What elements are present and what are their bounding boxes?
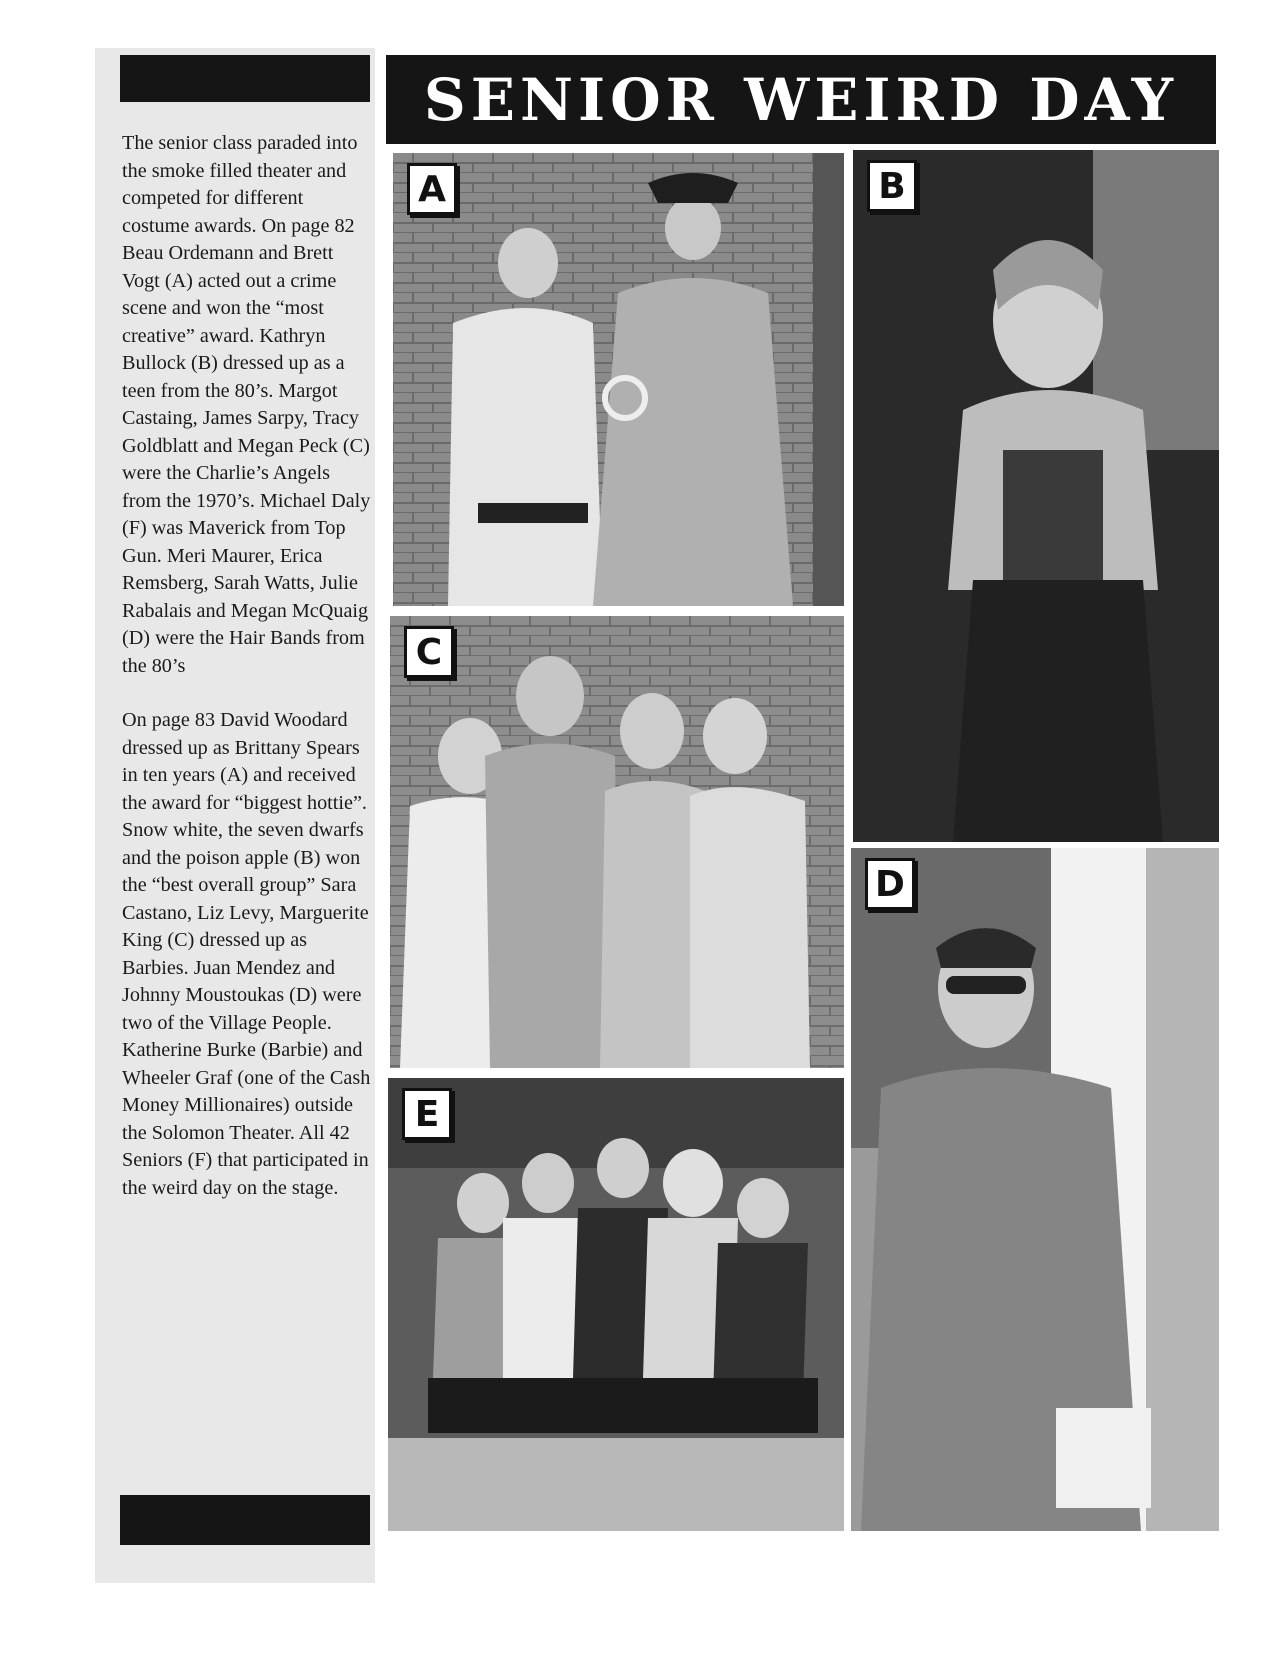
- photo-label-b: B: [867, 160, 917, 212]
- photo-e-image: [388, 1078, 844, 1531]
- photo-label-d: D: [865, 858, 915, 910]
- photo-b-image: [853, 150, 1219, 842]
- title-banner: [386, 55, 1216, 144]
- photo-b: [853, 150, 1219, 842]
- photo-c: [390, 616, 844, 1068]
- caption-text: [122, 130, 372, 1202]
- photo-c-image: [390, 616, 844, 1068]
- photo-d-image: [851, 848, 1219, 1531]
- caption-paragraph: The senior class paraded into the smoke filled theater and competed for different costume awards. On page 82 Beau Ordemann and Brett Vogt (A) acted out a crime scene and won the “most creative” award. Kathryn Bullock (B) dressed up as a teen from the 80’s. Margot Castaing, James Sarpy, Tracy Goldblatt and Megan Peck (C) were the Charlie’s Angels from the 1970’s. Michael Daly (F) was Maverick from Top Gun. Meri Maurer, Erica Remsberg, Sarah Watts, Julie Rabalais and Megan McQuaig (D) were the Hair Bands from the 80’s: [122, 132, 371, 677]
- photo-d: [851, 848, 1219, 1531]
- sidebar-bottom-bar: [120, 1495, 370, 1545]
- photo-label-e: E: [402, 1088, 452, 1140]
- sidebar-top-bar: [120, 55, 370, 102]
- photo-label-a: A: [407, 163, 457, 215]
- page-title: SENIOR WEIRD DAY: [423, 65, 1179, 134]
- caption-paragraph: On page 83 David Woodard dressed up as Brittany Spears in ten years (A) and received the award for “biggest hottie”. Snow white, the seven dwarfs and the poison apple (B) won the “best overall group” Sara Castano, Liz Levy, Marguerite King (C) dressed up as Barbies. Juan Mendez and Johnny Moustoukas (D) were two of the Village People. Katherine Burke (Barbie) and Wheeler Graf (one of the Cash Money Millionaires) outside the Solomon Theater. All 42 Seniors (F) that participated in the weird day on the stage.: [122, 709, 371, 1199]
- photo-a-image: [393, 153, 844, 606]
- photo-e: [388, 1078, 844, 1531]
- photo-label-c: C: [404, 626, 454, 678]
- photo-a: [393, 153, 844, 606]
